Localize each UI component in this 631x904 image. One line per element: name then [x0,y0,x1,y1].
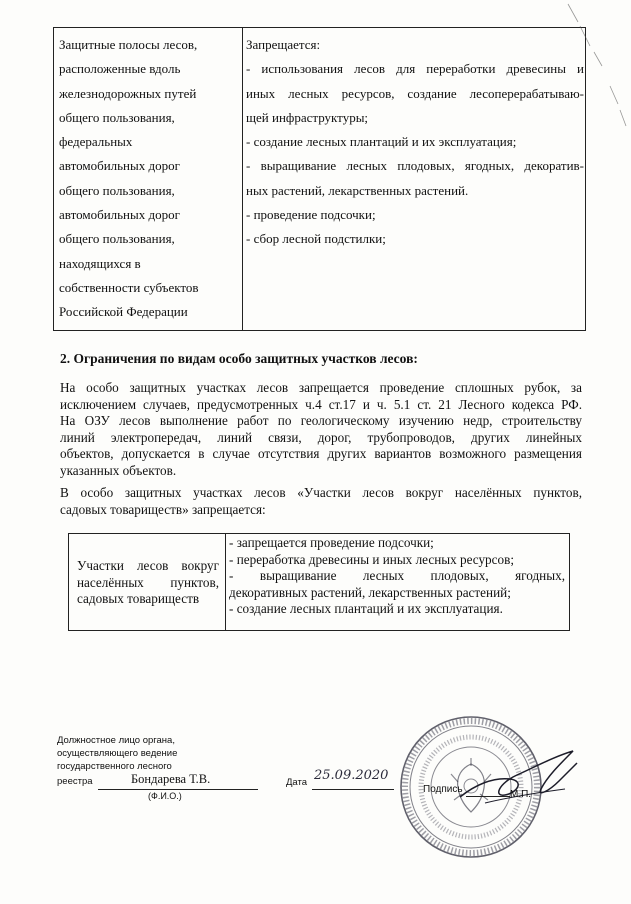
table2-zone-cell: Участки лесов вокруг населённых пунктов, садовых товариществ [77,558,219,606]
signature-underline [466,796,510,797]
table2-restriction-line: - создание лесных плантаций и их эксплуатация. [229,601,503,616]
table1-restriction-line: ных растений, лекарственных растений. [246,182,469,198]
stamp-label: М.П. [510,789,532,800]
table1-zone-line: Защитные полосы лесов, [59,37,198,52]
signature-label: Подпись [423,784,463,795]
paragraph-line: садовых товариществ» запрещается: [60,501,266,517]
date-underline [312,789,394,790]
table2-restriction-line: - запрещается проведение подсочки; [229,535,434,550]
paragraph-line: указанных объектов. [60,462,177,478]
scan-artifact-icon [560,0,630,140]
table1-zone-line: федеральных [59,134,133,150]
table1-restriction-line: - сбор лесной подстилки; [246,231,386,247]
table1-restriction-line: - проведение подсочки; [246,207,376,223]
paragraph-line: линий электропередач, линий связи, дорог, трубопроводов, других линейных [60,429,582,445]
table1-zone-line: Российской Федерации [59,304,188,320]
registry-label: реестра [57,776,93,787]
table1-zone-line: автомобильных дорог [59,158,180,174]
table2-restriction-line: - переработка древесины и иных лесных ресурсов; [229,551,514,567]
table1-zone-line: находящихся в [59,255,141,271]
paragraph-line: На особо защитных участках лесов запрещается проведение сплошных рубок, за [60,380,582,395]
official-block [57,734,257,773]
table1-zone-line: собственности субъектов [59,279,199,295]
table1-restriction-line: - создание лесных плантаций и их эксплуатация; [246,134,517,150]
date-handwritten: 25.09.2020 [314,768,389,783]
table2-restriction-line: - выращивание лесных плодовых, ягодных, [229,568,565,583]
table1-restriction-line: - выращивание лесных плодовых, ягодных, декоратив- [246,158,584,174]
table2-restrictions-cell [229,535,565,618]
table1-zone-line: расположенные вдоль [59,61,181,77]
section2-heading: 2. Ограничения по видам особо защитных участков лесов: [60,351,418,366]
table1-restriction-line: щей инфраструктуры; [246,109,369,125]
restrictions-table-1 [53,27,586,331]
table1-zone-line: железнодорожных путей [59,85,197,101]
handwritten-signature-icon [455,745,585,815]
table2-column-divider [225,534,226,630]
table1-zone-cell [59,33,239,325]
table2-restriction-line: декоративных растений, лекарственных растений; [229,584,511,600]
table1-zone-line: общего пользования, [59,109,175,125]
date-label: Дата [286,777,308,788]
section2-paragraph-1 [60,380,582,479]
table1-zone-line: общего пользования, [59,231,175,247]
table1-zone-line: общего пользования, [59,182,175,198]
official-line: Должностное лицо органа, [57,735,175,746]
paragraph-line: исключением случаев, предусмотренных ч.4 ст.17 и ч. 5.1 ст. 21 Лесного кодекса РФ. [60,396,582,412]
table1-restriction-line: - использования лесов для переработки древесины и [246,61,584,77]
restrictions-table-2 [68,533,570,631]
official-line: осуществляющего ведение [57,748,178,759]
section2-paragraph-2 [60,485,582,518]
table1-restriction-line: Запрещается: [246,37,321,52]
table1-restriction-line: иных лесных ресурсов, создание лесоперерабатываю- [246,85,584,101]
fio-caption: (Ф.И.О.) [148,791,182,801]
paragraph-line: На ОЗУ лесов выполнение работ по геологическому изучению недр, строительству [60,413,582,428]
paragraph-line: В особо защитных участках лесов «Участки лесов вокруг населённых пунктов, [60,485,582,500]
table1-column-divider [242,28,243,330]
official-name: Бондарева Т.В. [131,772,211,786]
paragraph-line: объектов, допускается в случае отсутствия других вариантов возможного размещения [60,446,582,461]
official-line: государственного лесного [57,761,172,772]
table1-zone-line: автомобильных дорог [59,207,180,223]
table1-restrictions-cell [246,33,584,252]
